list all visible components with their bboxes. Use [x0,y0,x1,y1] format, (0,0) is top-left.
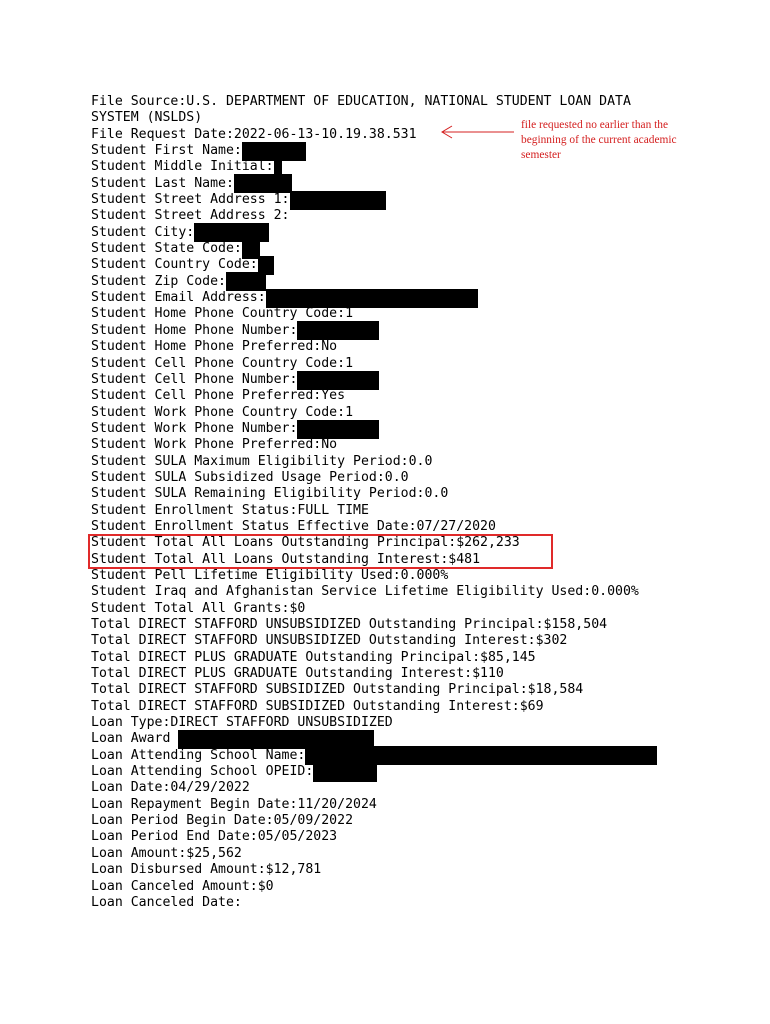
record-line-text: Total DIRECT STAFFORD UNSUBSIDIZED Outstanding Interest:$302 [91,633,568,649]
record-line-text: Student Total All Grants:$0 [91,600,306,616]
record-line-text: Student Street Address 1: [91,192,290,208]
record-line-text: Student SULA Subsidized Usage Period:0.0 [91,469,409,485]
record-line-text: File Source:U.S. DEPARTMENT OF EDUCATION, NATIONAL STUDENT LOAN DATA [91,94,631,109]
record-line [91,503,761,519]
record-line [91,274,761,290]
record-line-text: Loan Type:DIRECT STAFFORD UNSUBSIDIZED [91,715,393,731]
record-line-text: Student Work Phone Country Code:1 [91,404,354,420]
record-line [91,356,761,372]
record-line [91,421,761,437]
record-line [91,225,761,241]
redaction-block [297,420,379,439]
record-line-text: Total DIRECT STAFFORD UNSUBSIDIZED Outstanding Principal:$158,504 [91,617,608,632]
record-line [91,470,761,486]
record-line-text: Student First Name: [91,143,242,159]
record-line [91,780,761,796]
record-line-text: Loan Attending School Name: [91,747,306,763]
record-line [91,813,761,829]
record-line [91,617,761,633]
record-line [91,372,761,388]
record-line [91,879,761,895]
record-line [91,405,761,421]
redaction-block [290,191,386,210]
record-line [91,290,761,306]
record-line-text: Student SULA Remaining Eligibility Period:0.0 [91,486,449,502]
redaction-block [297,371,379,390]
record-line [91,323,761,339]
record-line [91,241,761,257]
redaction-block [297,321,379,340]
record-line [91,208,761,224]
record-line-text: Student Cell Phone Country Code:1 [91,355,354,371]
record-line-text: Student State Code: [91,241,242,257]
nslds-record [91,94,761,911]
record-line [91,731,761,747]
redaction-block [234,174,292,193]
record-line-text: Student Total All Loans Outstanding Interest:$481 [91,551,481,567]
record-line [91,519,761,535]
record-line [91,829,761,845]
record-line [91,339,761,355]
record-line-text: Student Home Phone Number: [91,322,298,338]
record-line [91,306,761,322]
record-line [91,682,761,698]
record-line-text: Student Last Name: [91,175,234,191]
record-line [91,601,761,617]
record-line-text: Student Total All Loans Outstanding Principal:$262,233 [91,535,520,551]
record-line [91,846,761,862]
redaction-block [313,763,377,782]
record-line [91,257,761,273]
redaction-block [266,289,478,308]
record-line-text: Loan Disbursed Amount:$12,781 [91,862,322,878]
record-line-text: Student Country Code: [91,257,258,273]
record-line-text: Loan Repayment Begin Date:11/20/2024 [91,796,377,812]
record-line [91,584,761,600]
record-line-text: Loan Attending School OPEID: [91,764,314,780]
record-line [91,699,761,715]
record-line [91,176,761,192]
record-line [91,715,761,731]
record-line [91,192,761,208]
record-line-text: Student Home Phone Country Code:1 [91,306,354,322]
left-arrow-icon [438,124,518,140]
record-line-text: Student Cell Phone Number: [91,371,298,387]
record-line [91,650,761,666]
record-line-text: Loan Canceled Date: [91,894,242,910]
record-line-text: Student SULA Maximum Eligibility Period:0.0 [91,453,433,469]
record-line [91,797,761,813]
record-line-text: Student Enrollment Status Effective Date:07/27/2020 [91,518,496,534]
record-line-text: Student Work Phone Preferred:No [91,437,338,453]
record-line [91,862,761,878]
record-line-text: Loan Canceled Amount:$0 [91,878,274,894]
record-line-text: File Request Date:2022-06-13-10.19.38.531 [91,126,417,142]
record-line-text: Loan Period Begin Date:05/09/2022 [91,813,354,829]
record-line-text: Student Middle Initial: [91,159,274,175]
record-line-text: Student Home Phone Preferred:No [91,339,338,355]
record-line-text: Student Work Phone Number: [91,420,298,436]
record-line-text: Student City: [91,224,195,240]
record-line [91,94,761,110]
record-line [91,568,761,584]
record-line-text: Total DIRECT STAFFORD SUBSIDIZED Outstanding Principal:$18,584 [91,682,584,698]
record-line-text: Loan Date:04/29/2022 [91,780,250,796]
record-line-text: Loan Period End Date:05/05/2023 [91,829,338,845]
record-line-text: Total DIRECT PLUS GRADUATE Outstanding Interest:$110 [91,666,504,682]
record-line-text: SYSTEM (NSLDS) [91,110,203,126]
record-line [91,486,761,502]
record-line-text: Student Street Address 2: [91,208,290,224]
record-line [91,666,761,682]
record-line [91,895,761,911]
redaction-block [226,272,266,291]
record-line [91,633,761,649]
loans-outstanding-highlight-box [88,534,553,569]
record-line-text: Total DIRECT STAFFORD SUBSIDIZED Outstanding Interest:$69 [91,698,544,714]
record-line-text: Student Enrollment Status:FULL TIME [91,502,369,518]
record-line-text: Student Cell Phone Preferred:Yes [91,388,346,404]
record-line-text: Loan Amount:$25,562 [91,845,242,861]
record-line [91,454,761,470]
annotation-note: file requested no earlier than the beginning of the current academic semester [521,119,677,162]
record-line-text: Student Zip Code: [91,273,226,289]
record-line [91,437,761,453]
record-line [91,748,761,764]
record-line-text: Loan Award [91,731,179,747]
record-line-text: Student Pell Lifetime Eligibility Used:0.000% [91,567,449,583]
record-line-text: Student Iraq and Afghanistan Service Lifetime Eligibility Used:0.000% [91,584,639,600]
record-line-text: Student Email Address: [91,290,266,306]
record-line [91,764,761,780]
record-line-text: Total DIRECT PLUS GRADUATE Outstanding Principal:$85,145 [91,649,536,665]
record-line [91,388,761,404]
